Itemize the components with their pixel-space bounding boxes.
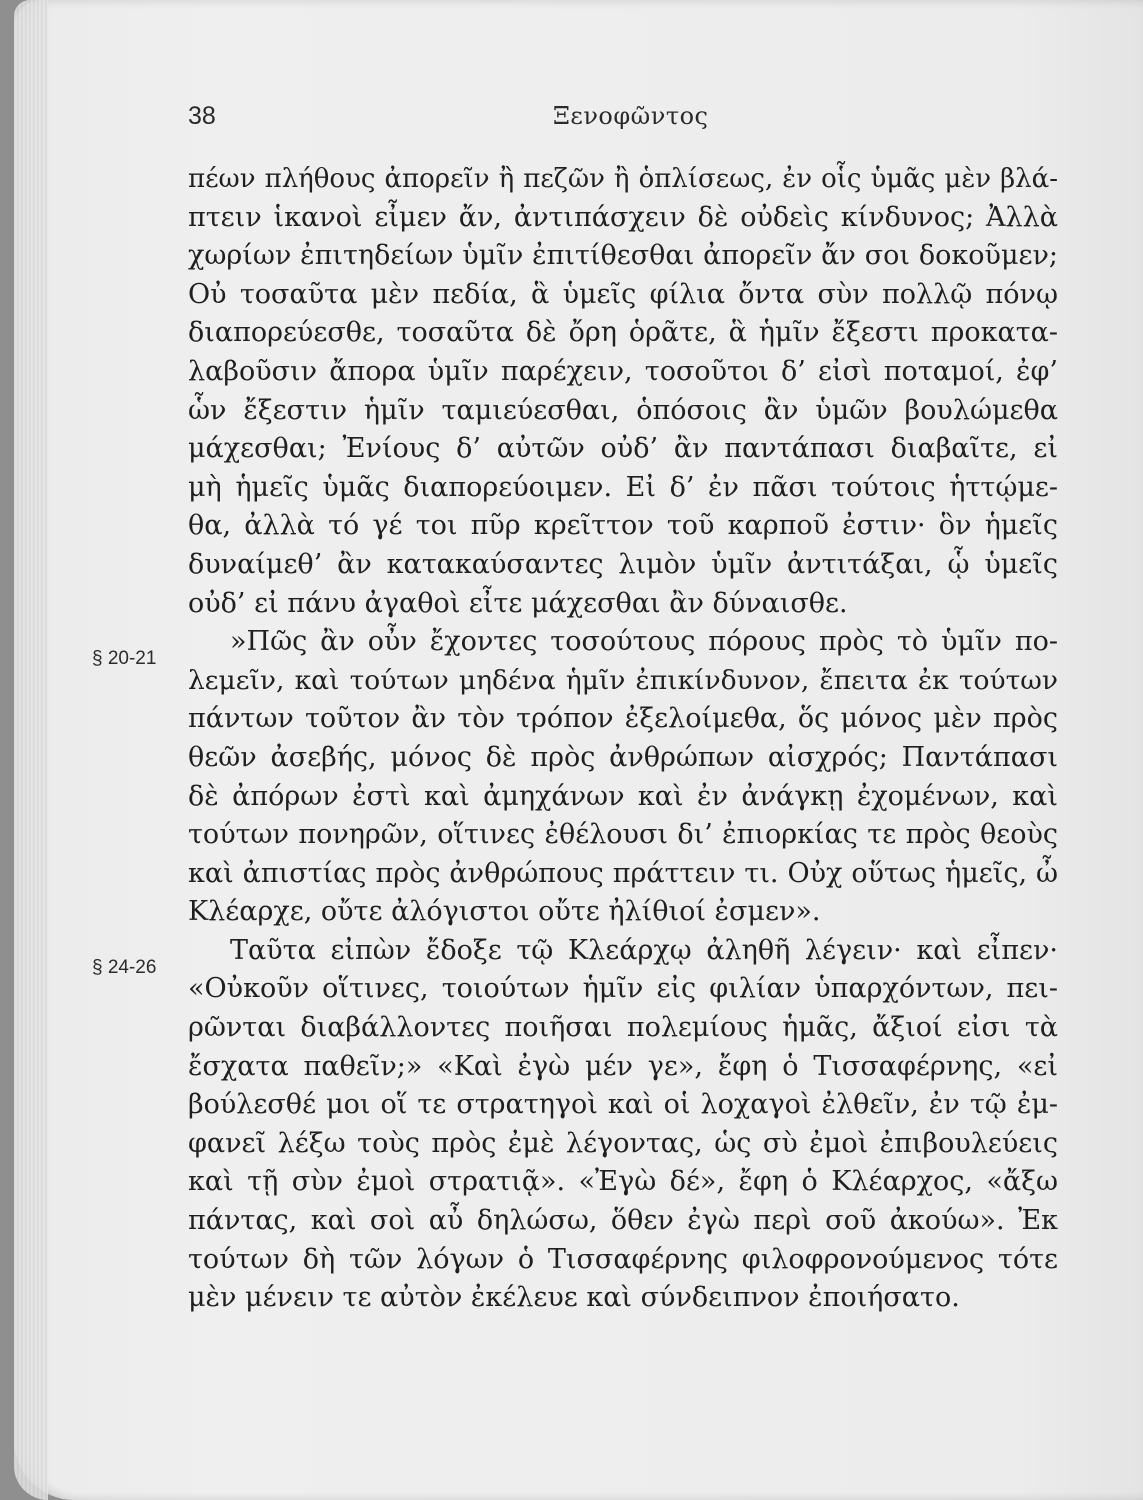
text-line: μὴ ἡμεῖς ὑμᾶς διαπορεύοιμεν. Εἰ δ’ ἐν πᾶσι τούτοις ἡττῴμε- <box>188 471 1058 503</box>
text-line: φανεῖ λέξω τοὺς πρὸς ἐμὲ λέγοντας, ὡς σὺ ἐμοὶ ἐπιβουλεύεις <box>188 1127 1058 1159</box>
text-line: Κλέαρχε, οὔτε ἀλόγιστοι οὔτε ἠλίθιοί ἐσμεν». <box>188 896 821 928</box>
page-number: 38 <box>188 102 216 130</box>
text-line: πτειν ἱκανοὶ εἶμεν ἄν, ἀντιπάσχειν δὲ οὐδεὶς κίνδυνος; Ἀλλὰ <box>188 201 1058 233</box>
text-line: λαβοῦσιν ἄπορα ὑμῖν παρέχειν, τοσοῦτοι δ’ εἰσὶ ποταμοί, ἐφ’ <box>188 355 1058 387</box>
text-line: δυναίμεθ’ ἂν κατακαύσαντες λιμὸν ὑμῖν ἀντιτάξαι, ᾧ ὑμεῖς <box>188 548 1058 580</box>
marginal-section-ref: § 20-21 <box>92 648 157 669</box>
page-header <box>14 102 1143 142</box>
text-line: λεμεῖν, καὶ τούτων μηδένα ἡμῖν ἐπικίνδυνον, ἔπειτα ἐκ τούτων <box>188 664 1058 696</box>
text-line: ἔσχατα παθεῖν;» «Καὶ ἐγὼ μέν γε», ἔφη ὁ Τισσαφέρνης, «εἰ <box>188 1050 1058 1082</box>
text-line: πάντων τοῦτον ἂν τὸν τρόπον ἐξελοίμεθα, ὅς μόνος μὲν πρὸς <box>188 703 1058 735</box>
paragraph-start-line: Ταῦτα εἰπὼν ἔδοξε τῷ Κλεάρχῳ ἀληθῆ λέγειν· καὶ εἶπεν· <box>230 934 1058 966</box>
text-line: ὧν ἔξεστιν ἡμῖν ταμιεύεσθαι, ὁπόσοις ἂν ὑμῶν βουλώμεθα <box>188 394 1058 426</box>
text-line: ρῶνται διαβάλλοντες ποιῆσαι πολεμίους ἡμᾶς, ἄξιοί εἰσι τὰ <box>188 1012 1058 1044</box>
text-line: καὶ τῇ σὺν ἐμοὶ στρατιᾷ». «Ἐγὼ δέ», ἔφη ὁ Κλέαρχος, «ἄξω <box>188 1166 1058 1198</box>
text-line: βούλεσθέ μοι οἵ τε στρατηγοὶ καὶ οἱ λοχαγοὶ ἐλθεῖν, ἐν τῷ ἐμ- <box>188 1089 1058 1121</box>
text-line: θα, ἀλλὰ τό γέ τοι πῦρ κρεῖττον τοῦ καρποῦ ἐστιν· ὃν ἡμεῖς <box>188 510 1058 542</box>
text-line: μὲν μένειν τε αὐτὸν ἐκέλευε καὶ σύνδειπνον ἐποιήσατο. <box>188 1282 960 1314</box>
running-head: Ξενοφῶντος <box>553 102 709 130</box>
page-edge <box>14 0 48 1500</box>
text-line: διαπορεύεσθε, τοσαῦτα δὲ ὄρη ὁρᾶτε, ἃ ἡμῖν ἔξεστι προκατα- <box>188 317 1058 349</box>
text-line: τούτων πονηρῶν, οἵτινες ἐθέλουσι δι’ ἐπιορκίας τε πρὸς θεοὺς <box>188 819 1058 851</box>
text-line: οὐδ’ εἰ πάνυ ἀγαθοὶ εἶτε μάχεσθαι ἂν δύναισθε. <box>188 587 848 619</box>
text-line: πάντας, καὶ σοὶ αὖ δηλώσω, ὅθεν ἐγὼ περὶ σοῦ ἀκούω». Ἐκ <box>188 1205 1058 1237</box>
text-line: Οὐ τοσαῦτα μὲν πεδία, ἃ ὑμεῖς φίλια ὄντα σὺν πολλῷ πόνῳ <box>188 278 1058 310</box>
text-line: δὲ ἀπόρων ἐστὶ καὶ ἀμηχάνων καὶ ἐν ἀνάγκῃ ἐχομένων, καὶ <box>188 780 1058 812</box>
body-text <box>188 160 1058 1318</box>
text-line: μάχεσθαι; Ἐνίους δ’ αὐτῶν οὐδ’ ἂν παντάπασι διαβαῖτε, εἰ <box>188 433 1058 465</box>
text-line: τούτων δὴ τῶν λόγων ὁ Τισσαφέρνης φιλοφρονούμενος τότε <box>188 1243 1058 1275</box>
book-page <box>14 0 1143 1500</box>
text-line: «Οὐκοῦν οἵτινες, τοιούτων ἡμῖν εἰς φιλίαν ὑπαρχόντων, πει- <box>188 973 1058 1005</box>
marginal-section-ref: § 24-26 <box>92 957 157 978</box>
text-line: καὶ ἀπιστίας πρὸς ἀνθρώπους πράττειν τι. Οὐχ οὕτως ἡμεῖς, ὦ <box>188 857 1058 889</box>
text-line: πέων πλήθους ἀπορεῖν ἢ πεζῶν ἢ ὁπλίσεως, ἐν οἷς ὑμᾶς μὲν βλά- <box>188 164 1058 194</box>
text-line: θεῶν ἀσεβής, μόνος δὲ πρὸς ἀνθρώπων αἰσχρός; Παντάπασι <box>188 741 1058 773</box>
text-line: χωρίων ἐπιτηδείων ὑμῖν ἐπιτίθεσθαι ἀπορεῖν ἄν σοι δοκοῦμεν; <box>188 240 1058 272</box>
paragraph-start-line: »Πῶς ἂν οὖν ἔχοντες τοσούτους πόρους πρὸς τὸ ὑμῖν πο- <box>230 626 1058 658</box>
